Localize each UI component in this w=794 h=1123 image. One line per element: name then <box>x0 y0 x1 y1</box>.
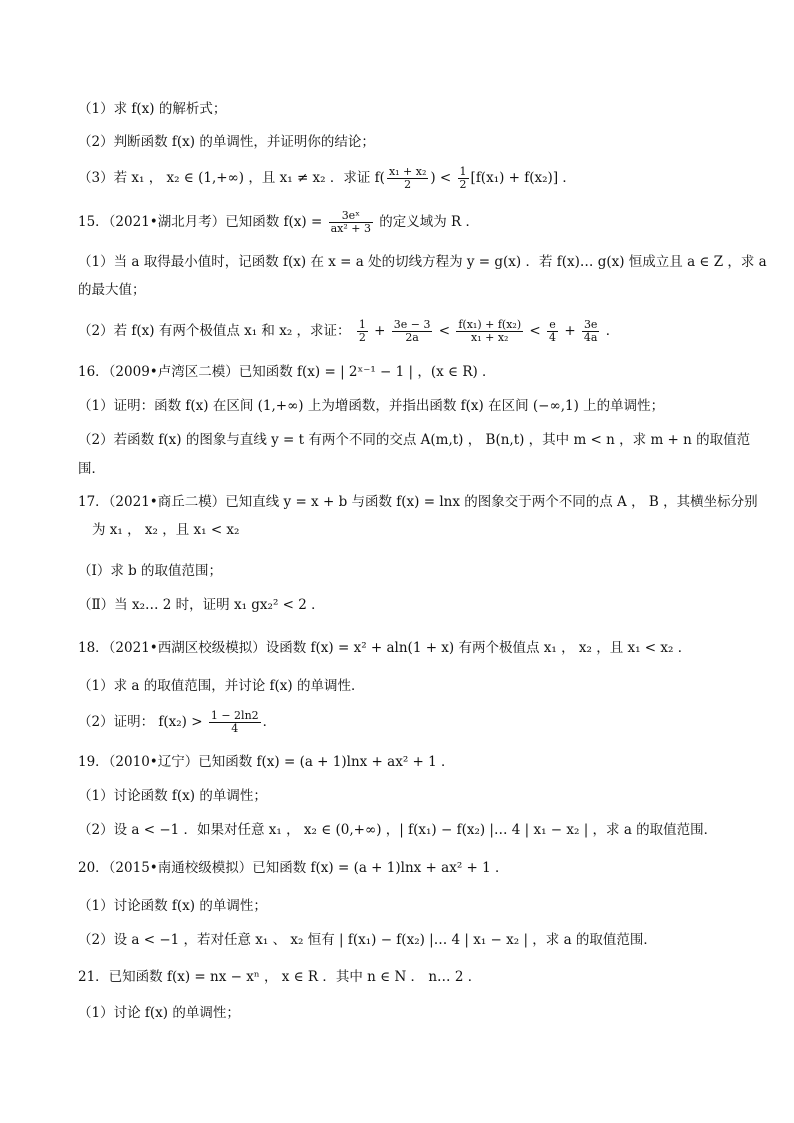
fraction-numerator: 1 <box>358 318 366 331</box>
fraction-denominator: ax² + 3 <box>330 222 371 235</box>
less-than-sign: < <box>529 323 541 339</box>
fraction <box>392 319 433 344</box>
text-line: （2）若函数 f(x) 的图象与直线 y = t 有两个不同的交点 A(m,t) ， B(n,t) ，其中 m < n ，求 m + n 的取值范 <box>78 432 751 448</box>
fraction-numerator: 3e <box>582 319 600 332</box>
period: ． <box>262 714 277 730</box>
fraction-denominator: 4 <box>231 722 239 735</box>
fraction <box>357 319 368 344</box>
fraction-denominator: 2a <box>405 331 419 344</box>
fraction-denominator: 2 <box>404 178 412 191</box>
text-run: ) < <box>430 170 456 186</box>
text-line: （1）讨论函数 f(x) 的单调性； <box>78 788 267 804</box>
text-line: （1）讨论函数 f(x) 的单调性； <box>78 898 267 914</box>
text-line: （1）求 f(x) 的解析式； <box>78 101 227 117</box>
period: ． <box>605 323 620 339</box>
fraction-denominator: 2 <box>358 331 366 344</box>
fraction <box>329 210 373 235</box>
text-line: （2）判断函数 f(x) 的单调性，并证明你的结论； <box>78 134 375 150</box>
text-line: （1）求 a 的取值范围，并讨论 f(x) 的单调性． <box>78 678 365 694</box>
text-run: （2）若 f(x) 有两个极值点 x₁ 和 x₂ ，求证： <box>78 323 351 339</box>
text-run: （2）证明： f(x₂) > <box>78 714 207 730</box>
text-line: 21．已知函数 f(x) = nx − xⁿ ， x ∈ R ．其中 n ∈ N ． n… 2 ． <box>78 969 482 985</box>
text-line: （2）设 a < −1 ，若对任意 x₁ 、 x₂ 恒有 | f(x₁) − f(x₂) |… 4 | x₁ − x₂ | ，求 a 的取值范围． <box>78 932 657 948</box>
fraction-denominator: 4a <box>583 331 598 344</box>
text-line: （Ⅱ）当 x₂… 2 时，证明 x₁ gx₂² < 2 ． <box>78 597 325 613</box>
text-run: （3）若 x₁ ， x₂ ∈ (1,+∞) ，且 x₁ ≠ x₂ ．求证 f( <box>78 170 385 186</box>
text-line: 的最大值； <box>78 282 146 298</box>
text-line: 16．（2009•卢湾区二模）已知函数 f(x) = | 2ˣ⁻¹ − 1 | ，(x ∈ R) ． <box>78 364 496 380</box>
fraction-denominator: 4 <box>549 331 557 344</box>
fraction <box>458 166 469 191</box>
text-line: （Ⅰ）求 b 的取值范围； <box>78 563 223 579</box>
fraction-numerator: e <box>547 319 558 332</box>
text-run: 15．（2021•湖北月考）已知函数 f(x) = <box>78 214 327 230</box>
text-line: 17．（2021•商丘二模）已知直线 y = x + b 与函数 f(x) = lnx 的图象交于两个不同的点 A ， B ，其横坐标分别 <box>78 494 758 510</box>
text-run: [f(x₁) + f(x₂)] ． <box>470 170 576 186</box>
fraction <box>387 166 428 191</box>
text-run: 的定义域为 R ． <box>374 214 480 230</box>
text-line: 20．（2015•南通校级模拟）已知函数 f(x) = (a + 1)lnx + ax² + 1 ． <box>78 860 509 876</box>
text-line: 19．（2010•辽宁）已知函数 f(x) = (a + 1)lnx + ax² + 1 ． <box>78 754 455 770</box>
fraction <box>582 319 600 344</box>
text-line <box>78 710 276 735</box>
text-line <box>78 166 576 191</box>
fraction-numerator: 1 <box>459 165 467 178</box>
plus-sign: + <box>374 323 386 339</box>
text-line: 围． <box>78 461 105 477</box>
text-line <box>78 319 619 344</box>
text-line: （1）当 a 取得最小值时，记函数 f(x) 在 x = a 处的切线方程为 y = g(x) ．若 f(x)… g(x) 恒成立且 a ∈ Z ，求 a <box>78 254 767 270</box>
text-line: 为 x₁ ， x₂ ，且 x₁ < x₂ <box>92 522 240 538</box>
fraction-numerator: 3eˣ <box>329 210 373 223</box>
text-line: （1）证明：函数 f(x) 在区间 (1,+∞) 上为增函数，并指出函数 f(x) 在区间 (−∞,1) 上的单调性； <box>78 398 665 414</box>
text-line: 18．（2021•西湖区校级模拟）设函数 f(x) = x² + aln(1 + x) 有两个极值点 x₁ ， x₂ ，且 x₁ < x₂ ． <box>78 640 692 656</box>
text-line: （2）设 a < −1 ．如果对任意 x₁ ， x₂ ∈ (0,+∞) ，| f(x₁) − f(x₂) |… 4 | x₁ − x₂ | ，求 a 的取值范围． <box>78 822 718 838</box>
fraction <box>209 710 261 735</box>
less-than-sign: < <box>438 323 451 339</box>
plus-sign: + <box>564 323 576 339</box>
question-15-header <box>78 210 479 235</box>
fraction <box>456 319 523 344</box>
fraction <box>547 319 558 344</box>
text-line: （1）讨论 f(x) 的单调性； <box>78 1005 240 1021</box>
fraction-denominator: x₁ + x₂ <box>471 331 509 344</box>
fraction-numerator: 3e − 3 <box>393 318 431 331</box>
fraction-numerator: 1 − 2ln2 <box>210 709 259 722</box>
fraction-denominator: 2 <box>459 178 467 191</box>
fraction-numerator: x₁ + x₂ <box>388 165 427 178</box>
fraction-numerator: f(x₁) + f(x₂) <box>458 318 522 331</box>
